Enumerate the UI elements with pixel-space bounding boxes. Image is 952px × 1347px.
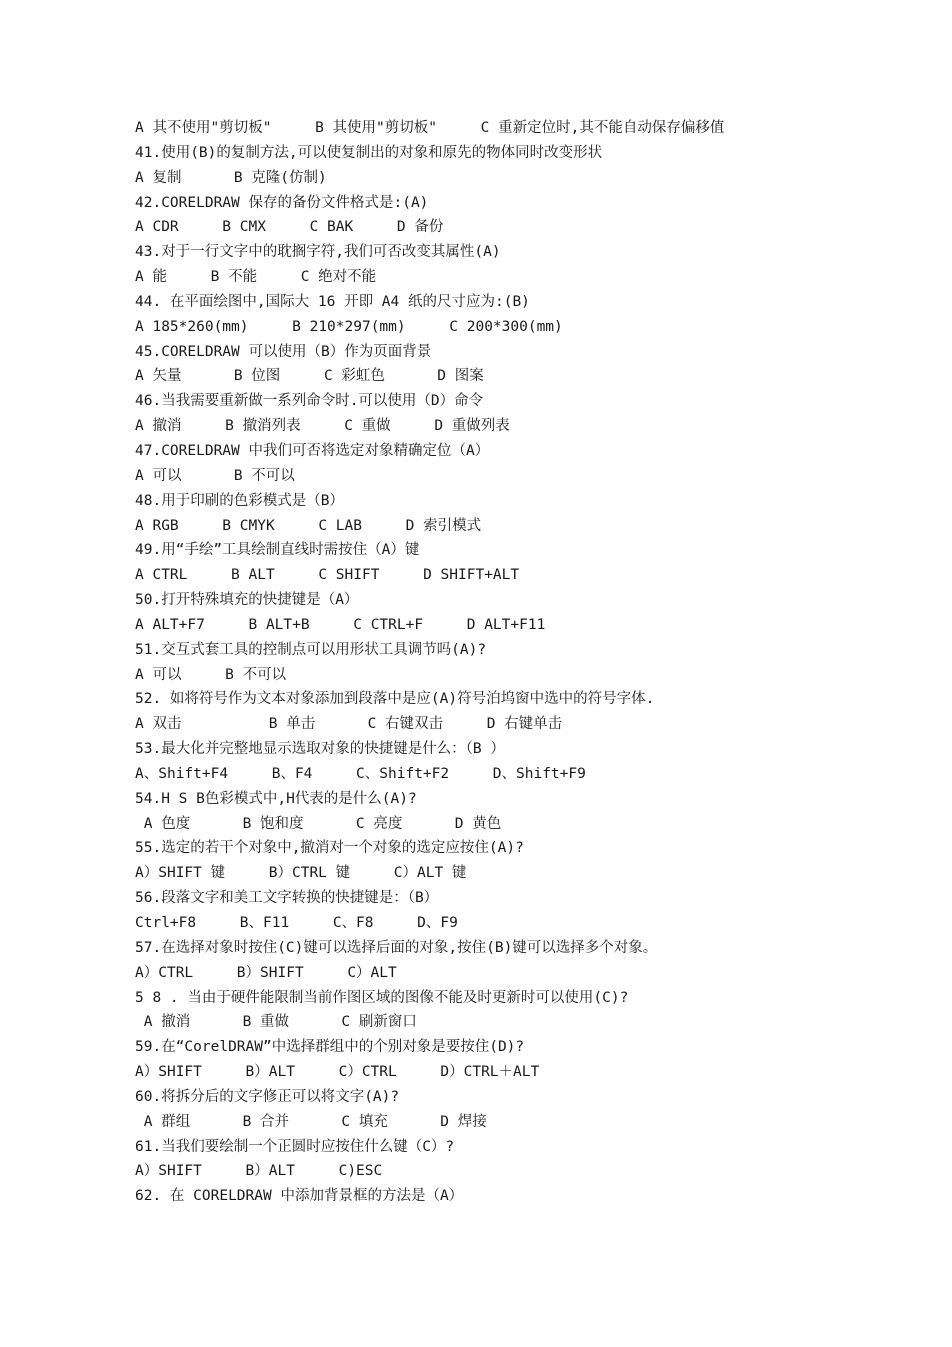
- options-61: A）SHIFT B）ALT C)ESC: [135, 1163, 383, 1180]
- question-48: 48.用于印刷的色彩模式是（B）: [135, 492, 344, 509]
- question-57: 57.在选择对象时按住(C)键可以选择后面的对象,按住(B)键可以选择多个对象。: [135, 939, 658, 956]
- question-49: 49.用“手绘”工具绘制直线时需按住（A）键: [135, 542, 420, 559]
- question-52: 52. 如将符号作为文本对象添加到段落中是应(A)符号泊坞窗中选中的符号字体.: [135, 691, 655, 708]
- question-60: 60.将拆分后的文字修正可以将文字(A)?: [135, 1088, 400, 1105]
- options-44: A 185*260(mm) B 210*297(mm) C 200*300(mm): [135, 318, 563, 335]
- question-46: 46.当我需要重新做一系列命令时.可以使用（D）命令: [135, 393, 484, 410]
- question-42: 42.CORELDRAW 保存的备份文件格式是:(A): [135, 194, 429, 211]
- options-55: A）SHIFT 键 B）CTRL 键 C）ALT 键: [135, 865, 467, 882]
- options-53: A、Shift+F4 B、F4 C、Shift+F2 D、Shift+F9: [135, 765, 586, 782]
- options-43: A 能 B 不能 C 绝对不能: [135, 269, 377, 286]
- text-line: A 其不使用"剪切板" B 其使用"剪切板" C 重新定位时,其不能自动保存偏移值: [135, 120, 725, 136]
- options-42: A CDR B CMX C BAK D 备份: [135, 219, 444, 236]
- options-58: A 撤消 B 重做 C 刷新窗口: [135, 1014, 417, 1031]
- options-56: Ctrl+F8 B、F11 C、F8 D、F9: [135, 915, 458, 931]
- question-61: 61.当我们要绘制一个正圆时应按住什么键（C）?: [135, 1138, 455, 1155]
- question-41: 41.使用(B)的复制方法,可以使复制出的对象和原先的物体同时改变形状: [135, 144, 603, 161]
- question-45: 45.CORELDRAW 可以使用（B）作为页面背景: [135, 343, 432, 360]
- options-54: A 色度 B 饱和度 C 亮度 D 黄色: [135, 815, 502, 832]
- options-45: A 矢量 B 位图 C 彩虹色 D 图案: [135, 368, 484, 385]
- question-62: 62. 在 CORELDRAW 中添加背景框的方法是（A）: [135, 1188, 464, 1205]
- question-43: 43.对于一行文字中的耽搁字符,我们可否改变其属性(A): [135, 244, 501, 261]
- options-49: A CTRL B ALT C SHIFT D SHIFT+ALT: [135, 567, 520, 584]
- options-47: A 可以 B 不可以: [135, 467, 295, 484]
- options-59: A）SHIFT B）ALT C）CTRL D）CTRL＋ALT: [135, 1064, 540, 1081]
- options-46: A 撤消 B 撤消列表 C 重做 D 重做列表: [135, 418, 510, 435]
- question-47: 47.CORELDRAW 中我们可否将选定对象精确定位（A）: [135, 442, 490, 459]
- question-44: 44. 在平面绘图中,国际大 16 开即 A4 纸的尺寸应为:(B): [135, 293, 530, 310]
- question-59: 59.在“CorelDRAW”中选择群组中的个别对象是要按住(D)?: [135, 1039, 525, 1056]
- options-51: A 可以 B 不可以: [135, 666, 287, 683]
- options-52: A 双击 B 单击 C 右键双击 D 右键单击: [135, 716, 563, 733]
- question-51: 51.交互式套工具的控制点可以用形状工具调节吗(A)?: [135, 641, 487, 658]
- question-53: 53.最大化并完整地显示选取对象的快捷键是什么：（B ）: [135, 741, 505, 758]
- options-41: A 复制 B 克隆(仿制): [135, 169, 327, 186]
- options-48: A RGB B CMYK C LAB D 索引模式: [135, 517, 482, 534]
- question-56: 56.段落文字和美工文字转换的快捷键是：（B）: [135, 890, 439, 907]
- question-50: 50.打开特殊填充的快捷键是（A）: [135, 592, 359, 609]
- question-58: 5 8 . 当由于硬件能限制当前作图区域的图像不能及时更新时可以使用(C)?: [135, 989, 629, 1006]
- options-60: A 群组 B 合并 C 填充 D 焊接: [135, 1113, 487, 1130]
- question-list: [135, 116, 835, 1209]
- options-57: A）CTRL B）SHIFT C）ALT: [135, 964, 397, 981]
- options-50: A ALT+F7 B ALT+B C CTRL+F D ALT+F11: [135, 616, 546, 633]
- question-55: 55.选定的若干个对象中,撤消对一个对象的选定应按住(A)?: [135, 840, 524, 857]
- question-54: 54.H S B色彩模式中,H代表的是什么(A)?: [135, 790, 417, 807]
